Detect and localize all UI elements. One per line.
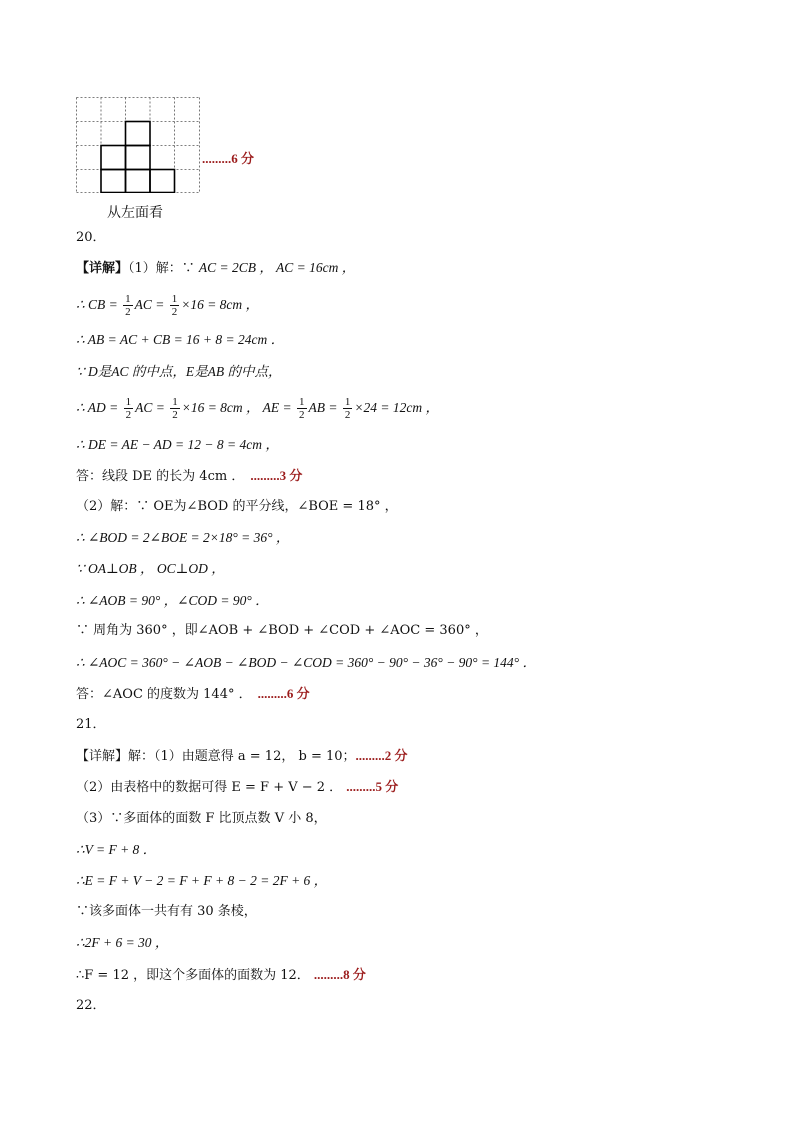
q20-part2-line-3: ∵ OA⊥OB ， OC⊥OD ，	[76, 561, 225, 576]
q20-line-6: ∴ DE = AE − AD = 12 − 8 = 4cm ，	[76, 437, 279, 452]
q21-line-6: ∵该多面体一共有有 30 条棱，	[76, 904, 257, 919]
q20-number: 20．	[76, 230, 106, 245]
q21-line-1-score: .........2 分	[355, 748, 408, 763]
q21-line-2-text: （2）由表格中的数据可得 E = F + V − 2 ．	[76, 780, 343, 795]
q21-number: 21．	[76, 717, 106, 732]
block-bottom-center	[126, 170, 151, 193]
q20-l5-b: AC =	[135, 400, 169, 415]
q21-line-5: ∴E = F + V − 2 = F + F + 8 − 2 = 2F + 6 ，	[76, 873, 328, 888]
block-top	[126, 122, 151, 146]
q20-line-4: ∵ D是AC 的中点，E是AB 的中点，	[76, 364, 282, 379]
block-bottom-left	[101, 170, 126, 193]
q20-l5-a: ∴ AD =	[76, 400, 122, 415]
q20-line-3: ∴ AB = AC + CB = 16 + 8 = 24cm ．	[76, 332, 285, 347]
q20-answer-2-score: .........6 分	[257, 686, 310, 701]
q20-line-1	[76, 259, 355, 278]
q20-l5-c: ×16 = 8cm ， AE =	[181, 400, 296, 415]
q21-line-2	[76, 778, 398, 797]
q21-line-2-score: .........5 分	[346, 779, 399, 794]
fraction-half: $\frac{1}{2}$	[125, 396, 132, 422]
q22-number: 22．	[76, 998, 106, 1013]
q20-given: AC = 2CB ， AC = 16cm ，	[198, 260, 356, 275]
fraction-half: $\frac{1}{2}$	[125, 293, 131, 319]
q20-l2-a: ∴ CB =	[76, 297, 122, 312]
q20-l2-b: AC =	[134, 297, 168, 312]
q21-line-1-text: 【详解】解：（1）由题意得 a = 12， b = 10；	[76, 749, 356, 764]
block-mid-center	[126, 146, 151, 170]
q20-l5-d: AB =	[308, 400, 341, 415]
q20-answer-2	[76, 685, 310, 704]
block-mid-left	[101, 146, 126, 170]
q20-part2-line-4: ∴ ∠AOB = 90° ，∠COD = 90° ．	[76, 593, 269, 608]
q20-line-2	[76, 290, 259, 320]
q20-part2-line-2: ∴ ∠BOD = 2∠BOE = 2×18° = 36° ，	[76, 530, 290, 545]
q21-line-8-text: ∴F = 12 ，即这个多面体的面数为 12．	[76, 968, 310, 983]
q20-part2-line-6: ∴ ∠AOC = 360° − ∠AOB − ∠BOD − ∠COD = 360° − 90° − 36° − 90° = 144° ．	[76, 655, 536, 670]
q21-line-1	[76, 747, 408, 766]
q20-header: 【详解】	[76, 261, 129, 276]
q20-answer-1-score: .........3 分	[250, 468, 303, 483]
q21-line-4: ∴V = F + 8 ．	[76, 842, 157, 857]
block-bottom-right	[150, 170, 175, 193]
fraction-half: $\frac{1}{2}$	[171, 293, 178, 319]
solid-blocks	[101, 122, 175, 193]
q20-line-5	[76, 393, 439, 423]
q20-l5-e: ×24 = 12cm ，	[354, 400, 439, 415]
q21-line-7: ∴2F + 6 = 30 ，	[76, 935, 169, 950]
figure-score: .........6 分	[202, 151, 255, 166]
q20-answer-2-text: 答：∠AOC 的度数为 144° ．	[76, 687, 252, 702]
figure-caption: 从左面看	[107, 205, 163, 221]
q21-line-8-score: .........8 分	[313, 967, 366, 982]
q20-part2-line-5: ∵ 周角为 360° ，即∠AOB + ∠BOD + ∠COD + ∠AOC = 360° ，	[76, 623, 488, 638]
fraction-half: $\frac{1}{2}$	[299, 396, 305, 422]
q21-line-3: （3）∵多面体的面数 F 比顶点数 V 小 8，	[76, 811, 327, 826]
q20-part2-line-1: （2）解：∵ OE为∠BOD 的平分线，∠BOE = 18° ，	[76, 499, 398, 514]
fraction-half: $\frac{1}{2}$	[172, 396, 178, 422]
q20-answer-1-text: 答：线段 DE 的长为 4cm ．	[76, 469, 245, 484]
fraction-half: $\frac{1}{2}$	[344, 396, 351, 422]
q20-l2-c: ×16 = 8cm ，	[181, 297, 260, 312]
left-view-grid-figure	[76, 97, 200, 193]
q20-answer-1	[76, 467, 302, 486]
q21-line-8	[76, 966, 366, 985]
q20-part1-lead: （1）解：∵	[128, 261, 199, 276]
